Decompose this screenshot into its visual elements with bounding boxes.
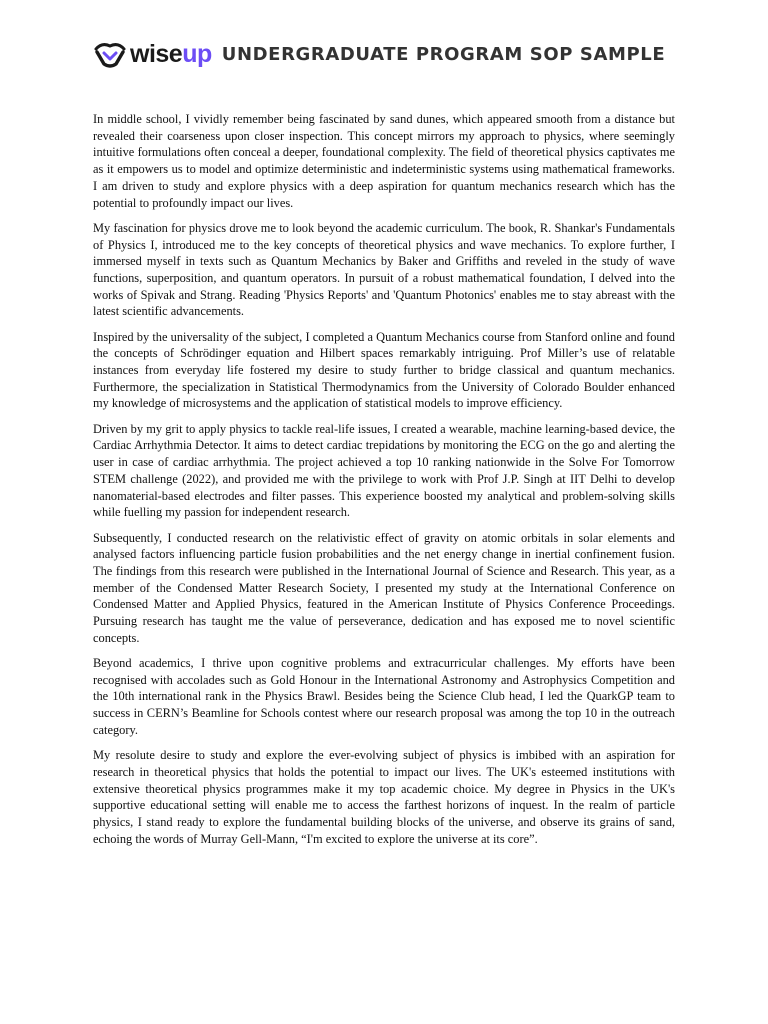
wiseup-logo-text [130,39,212,68]
paragraph: Inspired by the universality of the subject, I completed a Quantum Mechanics course from Stanford online and found the concepts of Schrödinger equation and Hilbert spaces remarkably intriguing. Prof Miller’s use of relatable instances from everyday life fostered my desire to study further to bridge classical and quantum mechanics. Furthermore, the specialization in Statistical Thermodynamics from the University of Colorado Boulder enhanced my knowledge of microsystems and the application of statistical models to improve efficiency. [93,329,675,411]
paragraph: Beyond academics, I thrive upon cognitive problems and extracurricular challenges. My efforts have been recognised with accolades such as Gold Honour in the International Astronomy and Astrophysics Competition and the 10th international rank in the Physics Brawl. Besides being the Science Club head, I led the QuarkGP team to success in CERN’s Beamline for Schools contest where our research proposal was among the top 10 in the outreach category. [93,656,675,737]
page-header [93,37,665,71]
wiseup-logo-icon [93,40,127,68]
paragraph: Driven by my grit to apply physics to tackle real-life issues, I created a wearable, machine learning-based device, the Cardiac Arrhythmia Detector. It aims to detect cardiac trepidations by monitoring the ECG on the go and alerting the user in case of cardiac arrhythmia. The project achieved a top 10 ranking nationwide in the Solve For Tomorrow STEM challenge (2022), and provided me with the privilege to work with Prof J.P. Singh at IIT Delhi to develop nanomaterial-based electrodes and filter passes. This experience boosted my analytical and problem-solving skills while fuelling my passion for independent research. [93,421,675,520]
paragraph: In middle school, I vividly remember being fascinated by sand dunes, which appeared smooth from a distance but revealed their coarseness upon closer inspection. This concept mirrors my approach to physics, where seemingly intuitive formulations often conceal a deeper, foundational complexity. The field of theoretical physics captivates me as it empowers us to model and optimize deterministic and indeterministic systems using mathematical frameworks. I am driven to study and explore physics with a deep aspiration for quantum mechanics research which has the potential to profoundly impact our lives. [93,112,675,210]
logo-up-text: up [182,39,212,68]
sop-body [93,111,675,856]
document-title: UNDERGRADUATE PROGRAM SOP SAMPLE [221,43,666,65]
logo-wise-text: wise [130,39,183,68]
paragraph: Subsequently, I conducted research on the relativistic effect of gravity on atomic orbitals in solar elements and analysed factors influencing particle fusion probabilities and the net energy change in inertial confinement fusion. The findings from this research were published in the International Journal of Science and Research. This year, as a member of the Condensed Matter Research Society, I presented my study at the International Conference on Condensed Matter and Applied Physics, featured in the American Institute of Physics Conference Proceedings. Pursuing research has taught me the value of perseverance, dedication and has exposed me to novel scientific concepts. [93,530,675,645]
paragraph: My resolute desire to study and explore the ever-evolving subject of physics is imbibed with an aspiration for research in theoretical physics that holds the potential to impact our lives. The UK's esteemed institutions with extensive theoretical physics programmes make it my top academic choice. My degree in Physics in the UK's supportive educational setting will enable me to access the farthest horizons of inquest. In the realm of particle physics, I stand ready to explore the fundamental building blocks of the universe, and observe its grains of sand, echoing the words of Murray Gell-Mann, “I'm excited to explore the universe at its core”. [93,748,675,846]
paragraph: My fascination for physics drove me to look beyond the academic curriculum. The book, R. Shankar's Fundamentals of Physics I, introduced me to the key concepts of theoretical physics and wave mechanics. To explore further, I immersed myself in texts such as Quantum Mechanics by Baker and Griffiths and reveled in the study of wave functions, superposition, and quantum operators. In pursuit of a robust mathematical foundation, I delved into the works of Spivak and Strang. Reading 'Physics Reports' and 'Quantum Photonics' enables me to stay abreast with the latest scientific advancements. [93,220,675,319]
